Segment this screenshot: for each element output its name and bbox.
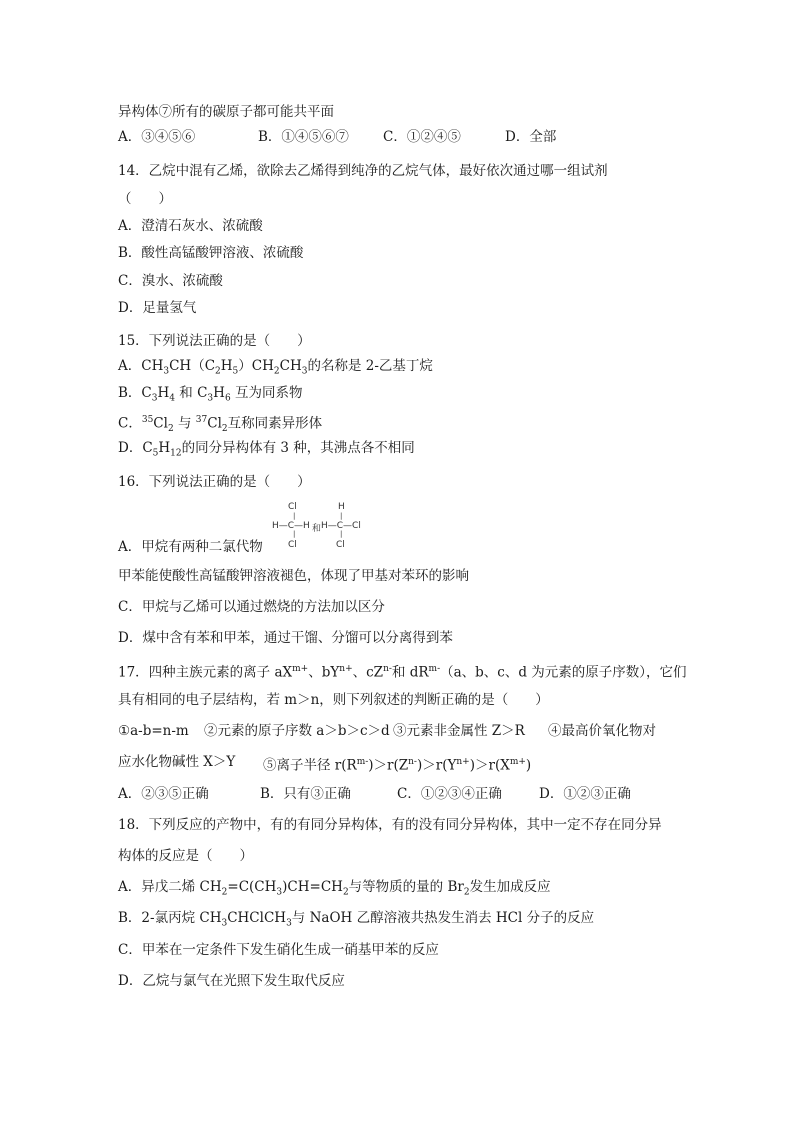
- struct1-row: H—C—H: [272, 521, 310, 531]
- q13-option-a: A．③④⑤⑥: [118, 129, 196, 145]
- struct1-bond-bottom: |: [293, 530, 296, 538]
- q18-option-d: D．乙烷与氯气在光照下发生取代反应: [118, 973, 345, 989]
- struct1-bond-top: |: [293, 512, 296, 520]
- q18-option-c: C．甲苯在一定条件下发生硝化生成一硝基甲苯的反应: [118, 942, 439, 958]
- q15-stem: 15．下列说法正确的是（ ）: [118, 333, 311, 349]
- q16-option-b: 甲苯能使酸性高锰酸钾溶液褪色，体现了甲基对苯环的影响: [118, 568, 469, 584]
- struct2-top: H: [338, 502, 345, 512]
- q17-option-d: D．①②③正确: [539, 786, 631, 802]
- struct2-bottom: Cl: [336, 540, 345, 550]
- dichloromethane-structures: [272, 502, 382, 554]
- struct1-bottom: Cl: [288, 540, 297, 550]
- q16-option-a: A．甲烷有两种二氯代物: [118, 539, 263, 555]
- struct2-row: H—C—Cl: [321, 521, 361, 531]
- q18-line-1: 18．下列反应的产物中，有的有同分异构体，有的没有同分异构体，其中一定不存在同分异: [118, 817, 662, 833]
- q13-option-c: C．①②④⑤: [383, 129, 461, 145]
- q16-stem: 16．下列说法正确的是（ ）: [118, 474, 311, 490]
- q13-option-d: D．全部: [505, 129, 557, 145]
- q14-option-a: A．澄清石灰水、浓硫酸: [118, 218, 263, 234]
- q15-option-b: B．$C_3H_4$ 和 $C_3H_6$ 互为同系物: [118, 385, 303, 404]
- q14-stem: 14．乙烷中混有乙烯，欲除去乙烯得到纯净的乙烷气体，最好依次通过哪一组试剂: [118, 163, 608, 179]
- q18-option-b: B．2-氯丙烷 $CH_3CHClCH_3$与 NaOH 乙醇溶液共热发生消去 HCl 分子的反应: [118, 910, 595, 929]
- q17-option-b: B．只有③正确: [260, 786, 351, 802]
- q14-option-b: B．酸性高锰酸钾溶液、浓硫酸: [118, 245, 304, 261]
- struct1-top: Cl: [288, 502, 297, 512]
- q14-option-d: D．足量氢气: [118, 300, 197, 316]
- q18-option-a: A．异戊二烯 $CH_2=C(CH_3)CH=CH_2$与等物质的量的 $Br_2$发生加成反应: [118, 879, 551, 898]
- q14-option-c: C．溴水、浓硫酸: [118, 273, 223, 289]
- q17-option-a: A．②③⑤正确: [118, 786, 209, 802]
- q17-line-1: 17．四种主族元素的离子 $aX^{m+}$、$bY^{n+}$、$cZ^{n-}$和 $dR^{m-}(a$、b、c、d 为元素的原子序数），它们: [118, 664, 687, 681]
- q17-item-4-cont: 应水化物碱性 X＞Y: [118, 754, 236, 770]
- q13-tail: 异构体⑦所有的碳原子都可能共平面: [118, 104, 334, 120]
- q15-option-d: D．$C_5H_{12}$的同分异构体有 3 种，其沸点各不相同: [118, 440, 415, 459]
- q15-option-a: A．$CH_3CH(C_2H_5)CH_2CH_3$的名称是 2-乙基丁烷: [118, 358, 433, 377]
- q17-item-1: ①a-b=n-m: [118, 723, 189, 739]
- q13-option-b: B．①④⑤⑥⑦: [258, 129, 349, 145]
- q15-option-c: C．$^{35}Cl_2$ 与 $^{37}Cl_2$互称同素异形体: [118, 415, 323, 435]
- q16-option-d: D．煤中含有苯和甲苯，通过干馏、分馏可以分离得到苯: [118, 630, 453, 646]
- q17-item-2: ②元素的原子序数 a＞b＞c＞d: [204, 723, 390, 739]
- q17-item-4: ④最高价氧化物对: [548, 723, 656, 739]
- q18-line-2: 构体的反应是（ ）: [118, 848, 253, 864]
- q14-paren: （ ）: [118, 191, 172, 207]
- q17-item-5: ⑤离子半径 $r(R^{m-})>r(Z^{n-})>r(Y^{n+})>r(X^{m+})$: [263, 757, 532, 774]
- q17-line-2: 具有相同的电子层结构，若 m＞n，则下列叙述的判断正确的是（ ）: [118, 692, 549, 708]
- and-label: 和: [312, 524, 322, 534]
- q16-option-c: C．甲烷与乙烯可以通过燃烧的方法加以区分: [118, 599, 385, 615]
- q17-item-3: ③元素非金属性 Z＞R: [393, 723, 525, 739]
- struct2-bond-bottom: |: [340, 530, 343, 538]
- struct2-bond-top: |: [340, 512, 343, 520]
- q17-option-c: C．①②③④正确: [397, 786, 502, 802]
